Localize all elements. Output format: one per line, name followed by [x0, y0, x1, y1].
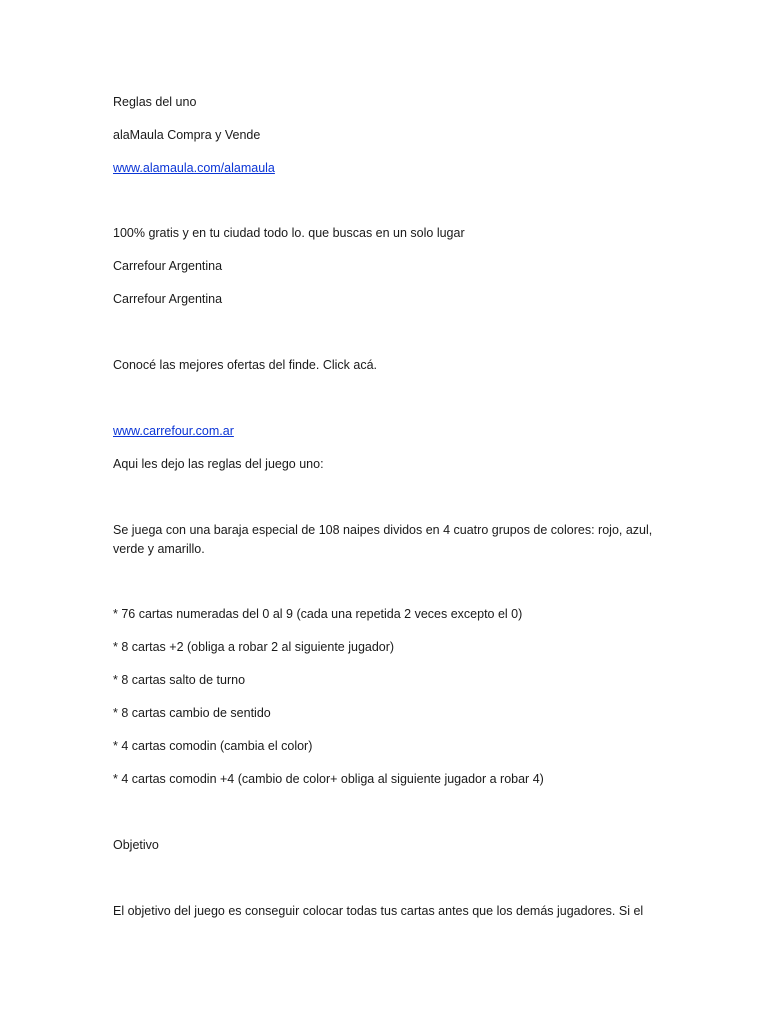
ad-carrefour-link-row — [113, 422, 673, 441]
ad-carrefour-headline-2: Carrefour Argentina — [113, 292, 223, 306]
card-list-item: * 8 cartas +2 (obliga a robar 2 al siguiente jugador) — [113, 640, 395, 654]
card-list-item: * 8 cartas cambio de sentido — [113, 706, 271, 720]
document-title: Reglas del uno — [113, 95, 197, 109]
card-list-item: * 4 cartas comodin (cambia el color) — [113, 739, 313, 753]
objective-paragraph: El objetivo del juego es conseguir colocar todas tus cartas antes que los demás jugadores. Si el — [113, 904, 644, 918]
ad-alamaula-link[interactable]: www.alamaula.com/alamaula — [113, 161, 275, 175]
ad-alamaula-headline: alaMaula Compra y Vende — [113, 128, 261, 142]
ad-alamaula-link-row — [113, 159, 673, 178]
ad-alamaula-description: 100% gratis y en tu ciudad todo lo. que buscas en un solo lugar — [113, 226, 465, 240]
ad-carrefour-link[interactable]: www.carrefour.com.ar — [113, 424, 234, 438]
objective-heading: Objetivo — [113, 838, 159, 852]
card-list-item: * 4 cartas comodin +4 (cambio de color+ obliga al siguiente jugador a robar 4) — [113, 772, 544, 786]
deck-description-paragraph: Se juega con una baraja especial de 108 naipes dividos en 4 cuatro grupos de colores: rojo, azul, verde y amarillo. — [113, 523, 653, 556]
ad-carrefour-description: Conocé las mejores ofertas del finde. Click acá. — [113, 358, 378, 372]
card-list-item: * 76 cartas numeradas del 0 al 9 (cada una repetida 2 veces excepto el 0) — [113, 607, 523, 621]
intro-paragraph: Aqui les dejo las reglas del juego uno: — [113, 457, 324, 471]
ad-carrefour-headline-1: Carrefour Argentina — [113, 259, 223, 273]
card-list-item: * 8 cartas salto de turno — [113, 673, 246, 687]
